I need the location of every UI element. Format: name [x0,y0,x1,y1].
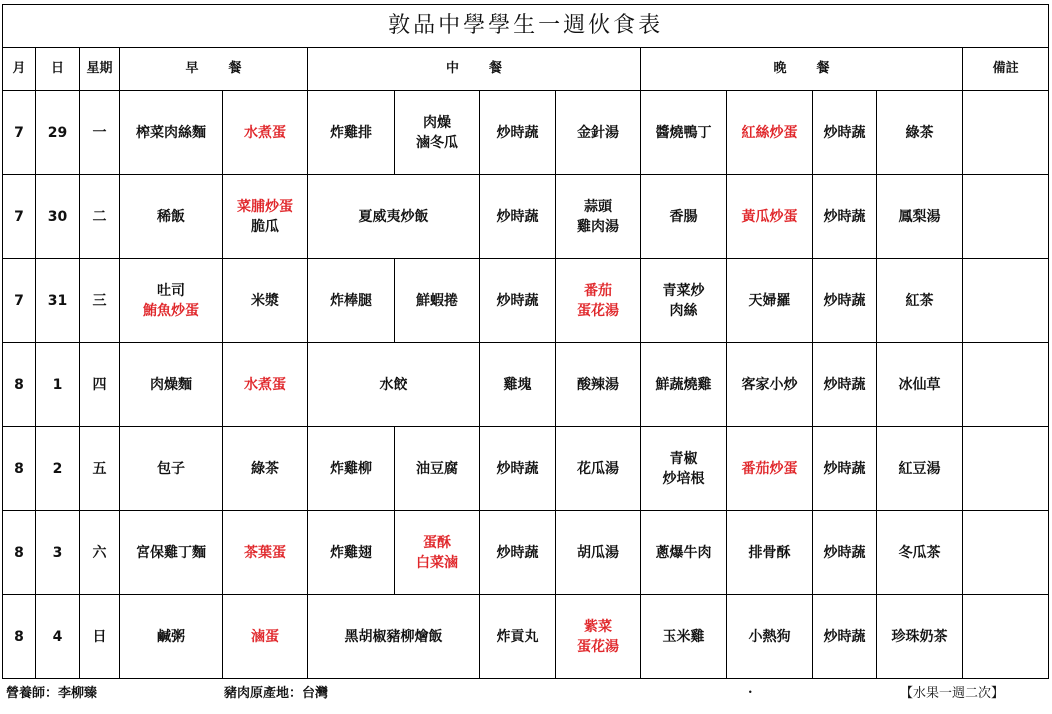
dish-text: 1 [52,376,63,393]
dish-text: 冰仙草 [898,376,941,393]
weekday-cell [80,427,120,511]
dish-text: 炸貢丸 [496,628,539,645]
lunch-veg-cell [480,91,556,175]
lunch-soup-cell [556,259,641,343]
month-cell [3,91,36,175]
breakfast-side-cell [223,343,308,427]
fruit-note: 【水果一週二次】 [900,686,1005,701]
dish-text: 4 [52,628,63,645]
dish-text: 炒時蔬 [496,124,539,141]
weekday-cell [80,259,120,343]
lunch-main-cell [308,511,395,595]
dish-text: 綠茶 [905,124,934,141]
dish-text: 肉絲 [669,302,698,319]
day-cell [36,175,80,259]
dish-text: 蛋酥 [423,534,451,551]
header-lunch: 中餐 [308,48,641,91]
dish-text: 8 [14,628,24,645]
breakfast-side-cell [223,511,308,595]
dish-text: 番茄 [584,282,612,299]
title-row [3,5,1049,48]
dish-text: 肉燥麵 [150,376,192,393]
lunch-veg-cell [480,259,556,343]
month-cell [3,427,36,511]
breakfast-main-cell [120,511,223,595]
dish-text: 炒時蔬 [823,208,866,225]
lunch-main-merged-cell [308,175,480,259]
dish-text: 紅茶 [905,292,934,309]
dish-text: 炒時蔬 [496,460,539,477]
header-weekday: 星期 [80,48,120,91]
dish-text: 油豆腐 [416,460,458,477]
lunch-veg-cell [480,595,556,679]
breakfast-main-cell [120,427,223,511]
dish-text: 鳳梨湯 [898,208,941,225]
dinner-side-cell [727,175,813,259]
dish-text: 二 [92,208,107,225]
dish-text: 天婦羅 [748,292,791,309]
dish-text: 7 [14,208,24,225]
dish-text: 米漿 [251,292,279,309]
dish-text: 炒培根 [662,470,705,487]
notes-cell [963,259,1049,343]
day-cell [36,259,80,343]
header-month: 月 [3,48,36,91]
table-row [3,595,1049,679]
lunch-main-cell [308,427,395,511]
lunch-side-cell [395,511,480,595]
dish-text: 8 [14,376,24,393]
lunch-main-cell [308,91,395,175]
dinner-main-cell [641,595,727,679]
dish-text: 金針湯 [577,124,619,141]
weekday-cell [80,595,120,679]
header-row [3,48,1049,91]
dish-text: 綠茶 [251,460,279,477]
dish-text: 滷冬瓜 [416,134,458,151]
dinner-main-cell [641,259,727,343]
lunch-soup-cell [556,91,641,175]
breakfast-main-cell [120,595,223,679]
table-row [3,511,1049,595]
dinner-side-cell [727,427,813,511]
dish-text: 炸雞柳 [330,460,372,477]
dish-text: 蛋花湯 [577,638,619,655]
breakfast-side-cell [223,595,308,679]
table-row [3,175,1049,259]
dish-text: 紅豆湯 [898,460,941,477]
dinner-drink-cell [877,259,963,343]
notes-cell [963,511,1049,595]
day-cell [36,91,80,175]
dish-text: 客家小炒 [741,376,798,393]
lunch-soup-cell [556,343,641,427]
dish-text: 醬燒鴨丁 [655,124,712,141]
table-row [3,427,1049,511]
dinner-main-cell [641,427,727,511]
dish-text: 7 [14,124,24,141]
dish-text: 番茄炒蛋 [741,460,798,477]
month-cell [3,511,36,595]
notes-cell [963,595,1049,679]
dish-text: 水餃 [379,376,408,393]
breakfast-main-cell [120,91,223,175]
dish-text: 珍珠奶茶 [891,628,948,645]
breakfast-side-cell [223,91,308,175]
breakfast-main-cell [120,343,223,427]
weekday-cell [80,91,120,175]
dish-text: 青椒 [669,450,698,467]
dinner-side-cell [727,259,813,343]
dinner-veg-cell [813,595,877,679]
dish-text: 炸棒腿 [330,292,372,309]
dish-text: 玉米雞 [662,628,705,645]
breakfast-main-cell [120,259,223,343]
table-row [3,259,1049,343]
pork-origin-note: 豬肉原產地：台灣 [224,686,329,701]
dish-text: 水煮蛋 [244,124,286,141]
dish-text: 炒時蔬 [823,124,866,141]
dish-text: 吐司 [157,282,185,299]
dish-text: 白菜滷 [416,554,458,571]
lunch-veg-cell [480,427,556,511]
dinner-side-cell [727,91,813,175]
footer [2,680,1048,702]
dish-text: 榨菜肉絲麵 [136,124,206,141]
dish-text: 鮮蔬燒雞 [655,376,712,393]
dish-text: 蔥爆牛肉 [655,544,712,561]
dinner-side-cell [727,343,813,427]
lunch-side-cell [395,427,480,511]
dinner-side-cell [727,511,813,595]
dish-text: 宮保雞丁麵 [136,544,206,561]
lunch-main-cell [308,259,395,343]
month-cell [3,259,36,343]
dish-text: 31 [47,292,68,309]
dinner-drink-cell [877,343,963,427]
lunch-main-merged-cell [308,595,480,679]
dish-text: 炒時蔬 [496,544,539,561]
dish-text: 包子 [157,460,185,477]
dish-text: 炒時蔬 [823,460,866,477]
weekday-cell [80,511,120,595]
dish-text: 四 [92,376,107,393]
dish-text: 鹹粥 [157,628,185,645]
header-breakfast: 早餐 [120,48,308,91]
dinner-drink-cell [877,511,963,595]
dinner-veg-cell [813,343,877,427]
dish-text: 炒時蔬 [496,292,539,309]
dinner-drink-cell [877,175,963,259]
dish-text: 紅絲炒蛋 [741,124,798,141]
dish-text: 7 [14,292,24,309]
dish-text: 花瓜湯 [577,460,619,477]
dish-text: 菜脯炒蛋 [237,198,293,215]
dinner-main-cell [641,511,727,595]
dish-text: 30 [47,208,68,225]
dish-text: 冬瓜茶 [898,544,941,561]
dish-text: 炒時蔬 [823,544,866,561]
day-cell [36,427,80,511]
dish-text: 8 [14,460,24,477]
header-dinner: 晚餐 [641,48,963,91]
dinner-main-cell [641,91,727,175]
dish-text: 茶葉蛋 [244,544,286,561]
notes-cell [963,427,1049,511]
lunch-soup-cell [556,175,641,259]
lunch-side-cell [395,259,480,343]
dinner-main-cell [641,343,727,427]
month-cell [3,595,36,679]
dinner-veg-cell [813,427,877,511]
weekday-cell [80,175,120,259]
dish-text: 六 [92,544,107,561]
dish-text: 雞塊 [503,376,532,393]
dish-text: 日 [92,628,107,645]
dish-text: 香腸 [669,208,698,225]
dish-text: 胡瓜湯 [577,544,619,561]
notes-cell [963,175,1049,259]
weekly-menu-table [2,4,1049,679]
notes-cell [963,91,1049,175]
dish-text: 鮮蝦捲 [416,292,458,309]
dish-text: 小熱狗 [748,628,791,645]
lunch-soup-cell [556,427,641,511]
weekday-cell [80,343,120,427]
dinner-drink-cell [877,427,963,511]
dish-text: 29 [47,124,68,141]
table-row [3,343,1049,427]
dish-text: 黑胡椒豬柳燴飯 [344,628,443,645]
lunch-soup-cell [556,595,641,679]
dish-text: 炸雞翅 [330,544,372,561]
dish-text: 鮪魚炒蛋 [143,302,199,319]
dish-text: 炒時蔬 [823,628,866,645]
dish-text: 2 [52,460,63,477]
dish-text: 青菜炒 [662,282,705,299]
header-notes: 備註 [963,48,1049,91]
day-cell [36,511,80,595]
lunch-veg-cell [480,511,556,595]
lunch-main-merged-cell [308,343,480,427]
dish-text: 雞肉湯 [577,218,619,235]
day-cell [36,595,80,679]
dinner-veg-cell [813,511,877,595]
dinner-veg-cell [813,259,877,343]
month-cell [3,343,36,427]
dinner-drink-cell [877,91,963,175]
dish-text: 脆瓜 [251,218,279,235]
breakfast-side-cell [223,175,308,259]
dish-text: 蛋花湯 [577,302,619,319]
dish-text: 炒時蔬 [823,292,866,309]
dinner-veg-cell [813,175,877,259]
header-day: 日 [36,48,80,91]
dish-text: 排骨酥 [748,544,791,561]
dish-text: 一 [92,124,107,141]
dish-text: 水煮蛋 [244,376,286,393]
dish-text: 8 [14,544,24,561]
dish-text: 夏威夷炒飯 [358,208,429,225]
month-cell [3,175,36,259]
dish-text: 蒜頭 [584,198,612,215]
lunch-veg-cell [480,175,556,259]
dish-text: 稀飯 [157,208,185,225]
lunch-side-cell [395,91,480,175]
dish-text: 紫菜 [584,618,612,635]
lunch-soup-cell [556,511,641,595]
dish-text: 3 [52,544,63,561]
footer-dot: . [748,682,753,697]
day-cell [36,343,80,427]
dinner-side-cell [727,595,813,679]
dish-text: 黃瓜炒蛋 [741,208,798,225]
lunch-veg-cell [480,343,556,427]
dish-text: 炒時蔬 [496,208,539,225]
dinner-drink-cell [877,595,963,679]
dinner-main-cell [641,175,727,259]
page-title: 敦品中學學生一週伙食表 [3,5,1049,48]
dish-text: 炸雞排 [330,124,372,141]
breakfast-main-cell [120,175,223,259]
table-row [3,91,1049,175]
breakfast-side-cell [223,259,308,343]
dish-text: 肉燥 [423,114,451,131]
dish-text: 酸辣湯 [577,376,619,393]
breakfast-side-cell [223,427,308,511]
dish-text: 五 [92,460,107,477]
dinner-veg-cell [813,91,877,175]
dish-text: 滷蛋 [251,628,279,645]
dish-text: 三 [92,292,107,309]
dietitian-credit: 營養師：李柳臻 [6,686,98,701]
notes-cell [963,343,1049,427]
dish-text: 炒時蔬 [823,376,866,393]
